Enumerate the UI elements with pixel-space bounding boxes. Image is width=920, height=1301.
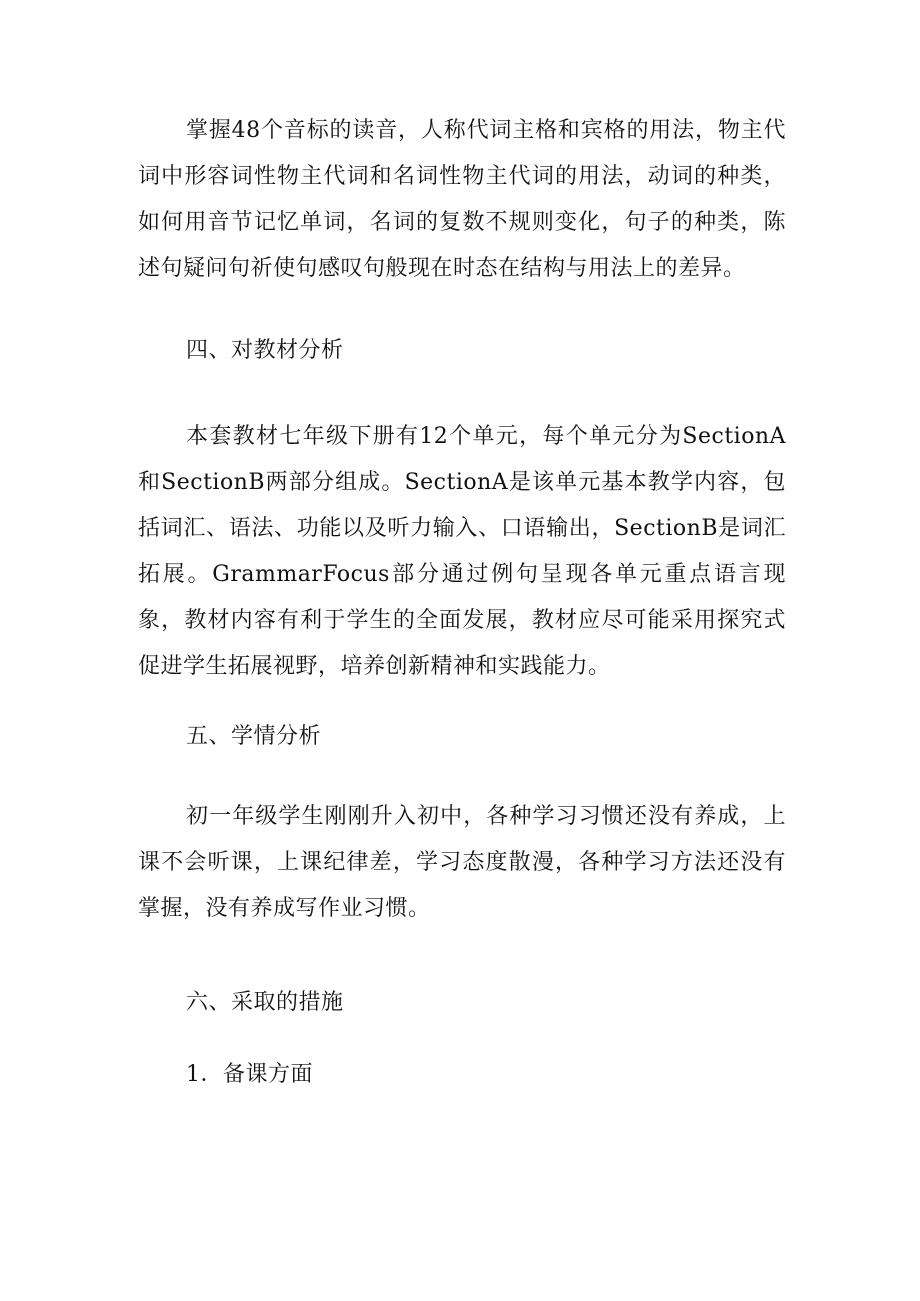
paragraph-learning-goals: 掌握48个音标的读音，人称代词主格和宾格的用法，物主代词中形容词性物主代词和名词性物主代词的用法，动词的种类，如何用音节记忆单词，名词的复数不规则变化，句子的种类，陈述句疑问句祈使句感叹句般现在时态在结构与用法上的差异。 — [138, 118, 786, 281]
paragraph-student-analysis: 初一年级学生刚刚升入初中，各种学习习惯还没有养成，上课不会听课，上课纪律差，学习态度散漫，各种学习方法还没有掌握，没有养成写作业习惯。 — [138, 804, 786, 921]
section-heading-textbook-analysis: 四、对教材分析 — [186, 338, 344, 363]
section-heading-measures: 六、采取的措施 — [186, 990, 344, 1015]
section-heading-student-analysis: 五、学情分析 — [186, 724, 322, 749]
subheading-lesson-prep: 1．备课方面 — [186, 1062, 313, 1087]
paragraph-textbook-analysis: 本套教材七年级下册有12个单元，每个单元分为SectionA和SectionB两部分组成。SectionA是该单元基本教学内容，包括词汇、语法、功能以及听力输入、口语输出，SectionB是词汇拓展。GrammarFocus部分通过例句呈现各单元重点语言现象，教材内容有利于学生的全面发展，教材应尽可能采用探究式促进学生拓展视野，培养创新精神和实践能力。 — [138, 424, 786, 679]
